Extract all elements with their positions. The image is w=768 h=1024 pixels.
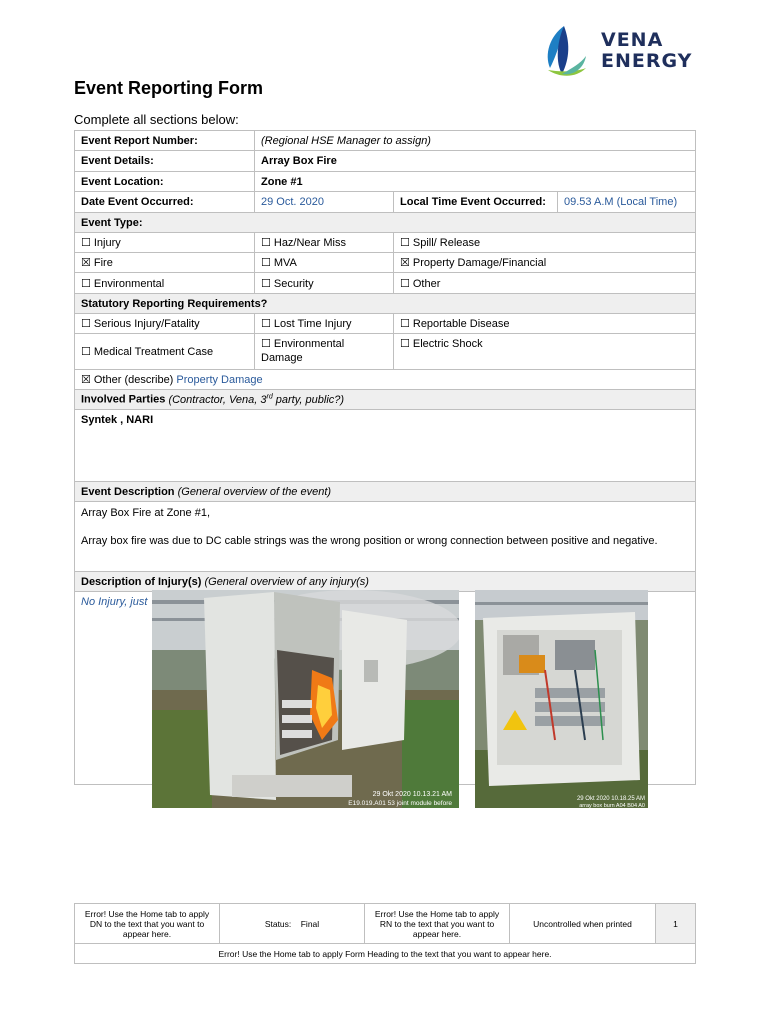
checkbox-medical-treatment[interactable] [75,334,255,370]
checkbox-lost-time-injury[interactable] [255,314,394,334]
value-event-details[interactable]: Array Box Fire [255,151,696,172]
checkbox-label: Haz/Near Miss [273,237,346,249]
logo-wordmark [601,30,692,72]
checkbox-other[interactable] [394,273,696,294]
photo2-timestamp: 29 Okt 2020 10.18.25 AM [576,796,645,802]
document-footer [74,903,696,964]
checkbox-label: Electric Shock [412,338,483,350]
checkbox-icon: ☐ [81,236,91,249]
event-type-header: Event Type: [75,213,696,233]
description-line-2: Array box fire was due to DC cable strings was the wrong position or wrong connection between positive and negative. [81,535,658,547]
checkbox-icon: ☐ [400,337,410,350]
checkbox-icon: ☐ [400,317,410,330]
injury-description-hint: (General overview of any injury(s) [204,575,369,588]
row-description-header [75,482,696,502]
row-statutory-1 [75,314,696,334]
row-event-details [75,151,696,172]
checkbox-environmental-damage[interactable] [255,334,394,370]
hint-part: (Contractor, Vena, 3 [168,393,267,406]
checkbox-icon: ☐ [400,276,410,290]
checkbox-reportable-disease[interactable] [394,314,696,334]
row-description-value [75,502,696,572]
checkbox-environmental[interactable] [75,273,255,294]
checkbox-electric-shock[interactable] [394,334,696,370]
other-describe-label: Other (describe) [93,374,174,386]
checkbox-security[interactable] [255,273,394,294]
page-title: Event Reporting Form [74,78,264,98]
event-description-value[interactable] [75,502,696,572]
logo-line-1: VENA [601,29,664,51]
row-event-type-1 [75,233,696,253]
injury-description-label: Description of Injury(s) [81,575,202,588]
label-local-time: Local Time Event Occurred: [394,192,558,213]
value-event-location[interactable]: Zone #1 [255,172,696,192]
checkbox-label: Spill/ Release [412,237,481,249]
injury-description-header [75,572,696,592]
photo-array-box-interior [475,590,648,808]
event-description-hint: (General overview of the event) [177,485,332,498]
checkbox-spill-release[interactable] [394,233,696,253]
vena-energy-logo [540,20,695,82]
checkbox-serious-injury[interactable] [75,314,255,334]
photo1-timestamp: 29 Okt 2020 10.13.21 AM [372,791,452,798]
label-event-details: Event Details: [75,151,255,172]
checkbox-icon: ☐ [261,256,271,269]
checkbox-haz-near-miss[interactable] [255,233,394,253]
checkbox-fire[interactable] [75,253,255,273]
checkbox-label: Security [273,277,314,290]
row-statutory-header [75,294,696,314]
hint-part: party, public?) [272,393,345,406]
event-description-header [75,482,696,502]
involved-parties-label: Involved Parties [81,393,166,406]
checkbox-label: Environmental Damage [261,338,345,364]
row-date [75,192,696,213]
footer-uncontrolled: Uncontrolled when printed [510,904,656,944]
value-report-number[interactable]: (Regional HSE Manager to assign) [255,131,696,151]
row-statutory-2 [75,334,696,370]
other-describe-value[interactable]: Property Damage [176,374,263,386]
involved-parties-hint [168,394,344,406]
checkbox-label: Environmental [93,277,165,290]
involved-parties-header [75,390,696,410]
row-involved-value [75,410,696,482]
checkbox-icon: ☐ [81,317,91,330]
photo1-caption: E19.019.A01 53 joint module before [348,800,452,807]
page-subtitle: Complete all sections below: [74,112,239,127]
footer-doc-number-error: Error! Use the Home tab to apply DN to the text that you want to appear here. [75,904,220,944]
photo-array-box-fire [152,590,459,808]
checkbox-icon: ☐ [261,236,271,249]
logo-line-2: ENERGY [601,50,693,72]
statutory-header: Statutory Reporting Requirements? [75,294,696,314]
row-report-number [75,131,696,151]
row-event-type-header [75,213,696,233]
row-injury-header [75,572,696,592]
checkbox-label: Serious Injury/Fatality [93,318,200,330]
checkbox-mva[interactable] [255,253,394,273]
footer-row-1 [75,904,696,944]
checkbox-statutory-other[interactable] [75,370,696,390]
row-event-type-2 [75,253,696,273]
checkbox-label: MVA [273,257,297,269]
checkbox-icon: ☐ [261,276,271,290]
row-event-type-3 [75,273,696,294]
checkbox-icon: ☐ [81,345,91,358]
checkbox-icon: ☐ [400,236,410,249]
footer-status [220,904,365,944]
footer-row-2 [75,944,696,964]
value-local-time[interactable]: 09.53 A.M (Local Time) [558,192,696,213]
involved-parties-value[interactable]: Syntek , NARI [75,410,696,482]
footer-heading-error: Error! Use the Home tab to apply Form Heading to the text that you want to appear here. [75,944,696,964]
label-report-number: Event Report Number: [75,131,255,151]
checkbox-icon: ☐ [261,337,271,350]
photo2-caption: array box burn A04 B04 A0 [579,803,645,808]
checkbox-label: Fire [93,257,113,269]
value-date[interactable]: 29 Oct. 2020 [255,192,394,213]
hint-superscript: rd [266,393,273,401]
injury-description-value[interactable]: No Injury, just [75,592,696,785]
checkbox-label: Other [412,277,441,290]
footer-status-value: Final [300,918,320,929]
checkbox-label: Property Damage/Financial [412,257,547,269]
checkbox-icon: ☐ [81,276,91,290]
row-statutory-other [75,370,696,390]
checkbox-label: Medical Treatment Case [93,346,214,358]
description-line-1: Array Box Fire at Zone #1, [81,507,210,519]
event-description-label: Event Description [81,485,175,498]
checkbox-property-damage[interactable] [394,253,696,273]
checkbox-injury[interactable] [75,233,255,253]
checkbox-label: Injury [93,237,121,249]
row-event-location [75,172,696,192]
row-involved-header [75,390,696,410]
label-event-location: Event Location: [75,172,255,192]
footer-status-label: Status: [264,918,292,929]
leaf-logo-icon [540,20,600,82]
footer-revision-error: Error! Use the Home tab to apply RN to the text that you want to appear here. [365,904,510,944]
checkbox-label: Lost Time Injury [273,318,352,330]
label-date: Date Event Occurred: [75,192,255,213]
checkbox-label: Reportable Disease [412,318,510,330]
checkbox-checked-icon: ☒ [81,256,91,269]
checkbox-icon: ☐ [261,317,271,330]
checkbox-checked-icon: ☒ [400,256,410,269]
checkbox-checked-icon: ☒ [81,373,91,386]
footer-page-number: 1 [656,904,696,944]
